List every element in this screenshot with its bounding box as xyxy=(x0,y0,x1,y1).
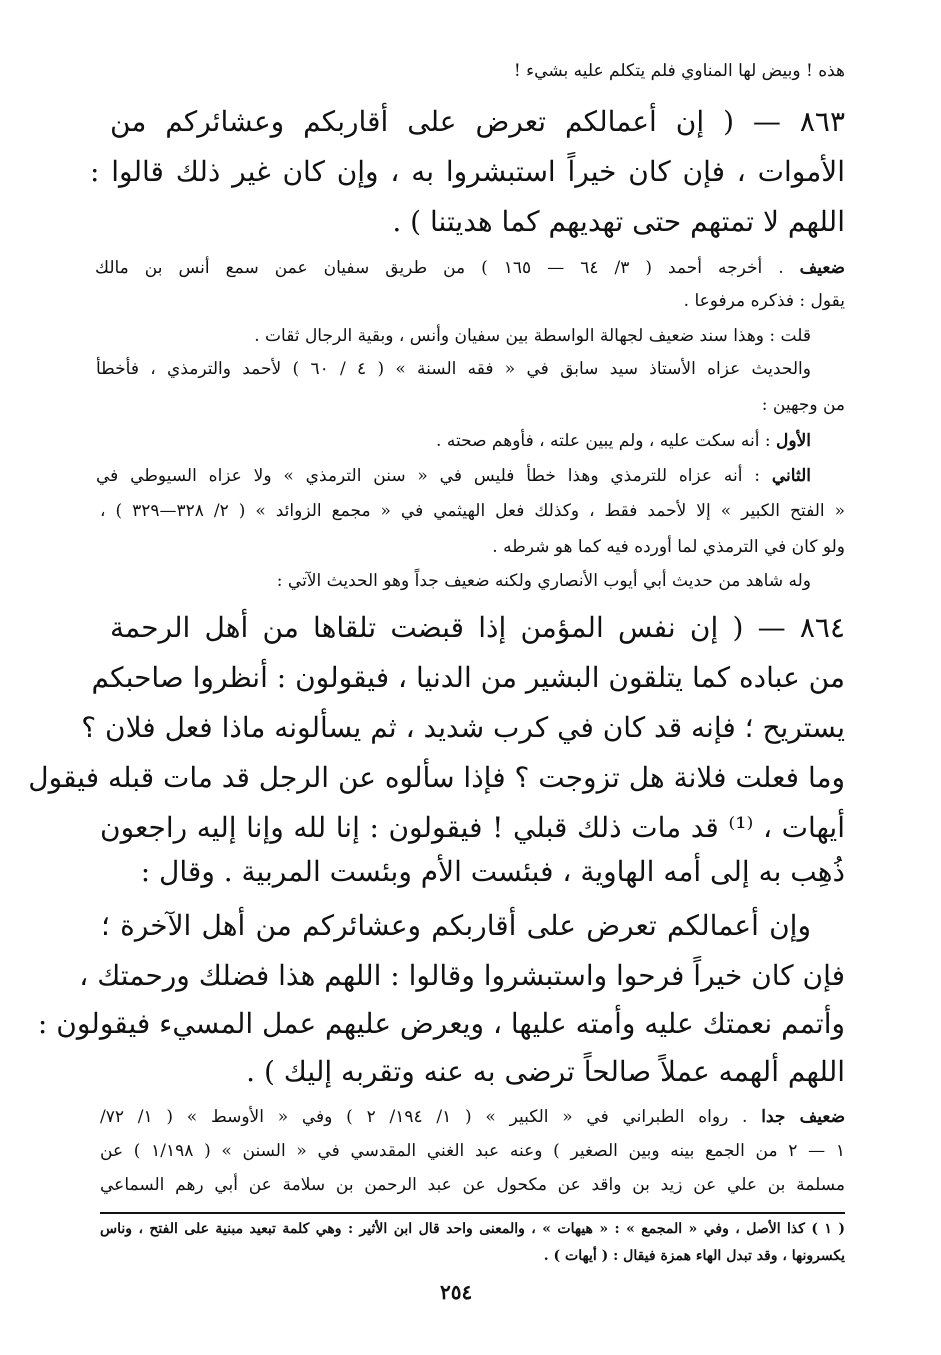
hadith-864-line: من عباده كما يتلقون البشير من الدنيا ، فيقولون : أنظروا صاحبكم xyxy=(91,661,845,694)
text-line: قلت : وهذا سند ضعيف لجهالة الواسطة بين سفيان وأنس ، وبقية الرجال ثقات . xyxy=(254,326,811,346)
hadith-863-line: اللهم لا تمتهم حتى تهديهم كما هديتنا ) . xyxy=(392,205,845,238)
hadith-864-line: يستريح ؛ فإنه قد كان في كرب شديد ، ثم يسألونه ماذا فعل فلان ؟ xyxy=(81,711,845,744)
text-line xyxy=(436,433,811,450)
hadith-864-line: وما فعلت فلانة هل تزوجت ؟ فإذا سألوه عن الرجل قد مات قبله فيقول xyxy=(28,761,845,794)
hadith-864-line: اللهم ألهمه عملاً صالحاً ترضى به عنه وتقربه إليك ) . xyxy=(246,1055,845,1088)
footnote-divider xyxy=(100,1212,845,1214)
grading-text: . أخرجه أحمد ( ٣/ ٦٤ — ١٦٥ ) من طريق سفيان عمن سمع أنس بن مالك xyxy=(95,258,784,278)
text-line: ١ — ٢ من الجمع بينه وبين الصغير ) وعنه عبد الغني المقدسي في « السنن » ( ١/١٩٨ ) عن xyxy=(100,1141,845,1161)
grading-line xyxy=(95,260,845,277)
text-line: وله شاهد من حديث أبي أيوب الأنصاري ولكنه ضعيف جداً وهو الحديث الآتي : xyxy=(276,571,811,591)
grading-line xyxy=(100,1109,845,1126)
point-label: الثاني xyxy=(771,466,812,486)
hadith-864-line: أيهات ، ⁽¹⁾ قد مات ذلك قبلي ! فيقولون : إنا لله وإنا إليه راجعون xyxy=(100,811,846,844)
text-line: « الفتح الكبير » إلا لأحمد فقط ، وكذلك فعل الهيثمي في « مجمع الزوائد » ( ٢/ ٣٢٨—٣٢٩ ) ، xyxy=(100,501,845,521)
hadith-864-line: فإن كان خيراً فرحوا واستبشروا وقالوا : اللهم هذا فضلك ورحمتك ، xyxy=(79,959,845,992)
grading-label: ضعيف جدا xyxy=(761,1107,846,1127)
grading-label: ضعيف xyxy=(799,258,845,278)
text-line: من وجهين : xyxy=(761,395,845,415)
text-line: والحديث عزاه الأستاذ سيد سابق في « فقه السنة » ( ٤ / ٦٠ ) لأحمد والترمذي ، فأخطأ xyxy=(96,359,811,379)
text-line: مسلمة بن علي عن زيد بن واقد عن مكحول عن عبد الرحمن بن سلامة عن أبي رهم السماعي xyxy=(100,1175,845,1195)
hadith-864-line: ٨٦٤ — ( إن نفس المؤمن إذا قبضت تلقاها من أهل الرحمة xyxy=(110,611,845,644)
footnote-line: ( ١ ) كذا الأصل ، وفي « المجمع » : « هيهات » ، والمعنى واحد قال ابن الأثير : وهي كلمة تبعيد مبنية على الفتح ، وناس xyxy=(100,1221,846,1237)
text-line: هذه ! وبيض لها المناوي فلم يتكلم عليه بشيء ! xyxy=(513,61,845,81)
page-number: ٢٥٤ xyxy=(440,1280,473,1304)
hadith-864-line: وأتمم نعمتك عليه وأمته عليها ، ويعرض عليهم عمل المسيء فيقولون : xyxy=(37,1007,845,1040)
point-text: : أنه عزاه للترمذي وهذا خطأ فليس في « سنن الترمذي » ولا عزاه السيوطي في xyxy=(96,466,761,486)
footnote-line: يكسرونها ، وقد تبدل الهاء همزة فيقال : ( أيهات ) . xyxy=(543,1248,845,1264)
hadith-863-line: ٨٦٣ — ( إن أعمالكم تعرض على أقاربكم وعشائركم من xyxy=(110,105,845,138)
text-line: يقول : فذكره مرفوعا . xyxy=(683,291,845,311)
point-label: الأول xyxy=(776,431,811,451)
text-line xyxy=(96,468,811,485)
grading-text: . رواه الطبراني في « الكبير » ( ١/ ١٩٤/ ٢ ) وفي « الأوسط » ( ١/ ٧٢/ xyxy=(100,1107,748,1127)
text-line: ولو كان في الترمذي لما أورده فيه كما هو شرطه . xyxy=(492,537,845,557)
hadith-864-line: وإن أعمالكم تعرض على أقاربكم وعشائركم من أهل الآخرة ؛ xyxy=(101,909,811,942)
hadith-864-line: ذُهِب به إلى أمه الهاوية ، فبئست الأم وبئست المربية . وقال : xyxy=(140,855,845,888)
hadith-863-line: الأموات ، فإن كان خيراً استبشروا به ، وإن كان غير ذلك قالوا : xyxy=(90,155,845,188)
point-text: : أنه سكت عليه ، ولم يبين علته ، فأوهم صحته . xyxy=(436,431,771,451)
